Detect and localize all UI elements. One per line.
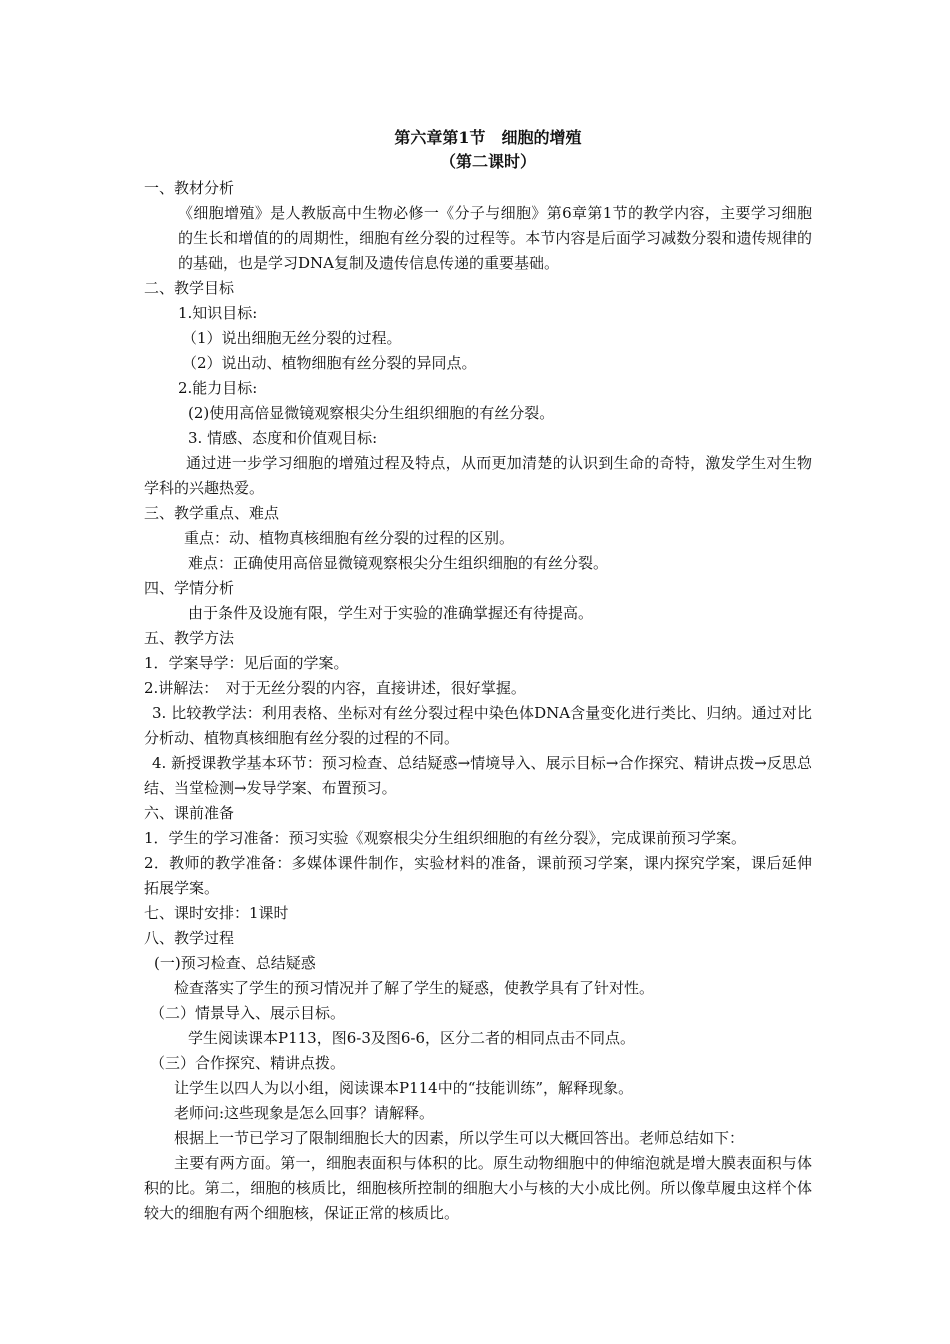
section-heading-4: 四、学情分析 [144,579,235,597]
method-3: 3. 比较教学法：利用表格、坐标对有丝分裂过程中染色体DNA含量变化进行类比、归纳。通过对比分析动、植物真核细胞有丝分裂的过程的不同。 [144,704,812,747]
section-heading-1: 一、教材分析 [144,179,235,197]
key-point: 重点：动、植物真核细胞有丝分裂的过程的区别。 [184,529,515,547]
ability-goal-title: 2.能力目标: [178,379,258,397]
difficult-point: 难点：正确使用高倍显微镜观察根尖分生组织细胞的有丝分裂。 [188,554,609,572]
process-step-3-text-4: 主要有两方面。第一，细胞表面积与体积的比。原生动物细胞中的伸缩泡就是增大膜表面积与体积的比。第二，细胞的核质比，细胞核所控制的细胞大小与核的大小成比例。所以像草履虫这样个体较大的细胞有两个细胞核，保证正常的核质比。 [144,1154,812,1222]
section-1-paragraph: 《细胞增殖》是人教版高中生物必修一《分子与细胞》第6章第1节的教学内容，主要学习细胞的生长和增值的的周期性，细胞有丝分裂的过程等。本节内容是后面学习减数分裂和遗传规律的的基础，也是学习DNA复制及遗传信息传递的重要基础。 [178,204,812,272]
prep-teacher: 2．教师的教学准备：多媒体课件制作，实验材料的准备，课前预习学案，课内探究学案，课后延伸拓展学案。 [144,854,812,897]
section-heading-5: 五、教学方法 [144,629,235,647]
emotion-goal-paragraph: 通过进一步学习细胞的增殖过程及特点，从而更加清楚的认识到生命的奇特，激发学生对生物学科的兴趣热爱。 [144,454,812,497]
process-step-3-heading: （三）合作探究、精讲点拨。 [150,1054,346,1072]
method-2: 2.讲解法： 对于无丝分裂的内容，直接讲述，很好掌握。 [144,679,526,697]
process-step-2-text: 学生阅读课本P113，图6-3及图6-6，区分二者的相同点击不同点。 [188,1029,636,1047]
knowledge-goal-1: （1）说出细胞无丝分裂的过程。 [182,329,402,347]
section-heading-6: 六、课前准备 [144,804,235,822]
knowledge-goal-2: （2）说出动、植物细胞有丝分裂的异同点。 [182,354,477,372]
method-1: 1．学案导学：见后面的学案。 [144,654,349,672]
emotion-goal-title: 3. 情感、态度和价值观目标: [188,429,378,447]
doc-title: 第六章第1节 细胞的增殖 [394,128,582,147]
process-step-3-text-3: 根据上一节已学习了限制细胞长大的因素，所以学生可以大概回答出。老师总结如下： [174,1129,745,1147]
section-heading-2: 二、教学目标 [144,279,235,297]
section-4-paragraph: 由于条件及设施有限，学生对于实验的准确掌握还有待提高。 [188,604,594,622]
prep-student: 1．学生的学习准备：预习实验《观察根尖分生组织细胞的有丝分裂》，完成课前预习学案。 [144,829,747,847]
method-4: 4. 新授课教学基本环节：预习检查、总结疑惑→情境导入、展示目标→合作探究、精讲点拨→反思总结、当堂检测→发导学案、布置预习。 [144,754,812,797]
section-heading-3: 三、教学重点、难点 [144,504,280,522]
process-step-3-text-1: 让学生以四人为以小组，阅读课本P114中的“技能训练”，解释现象。 [174,1079,634,1097]
document-page [144,126,812,1226]
process-step-1-text: 检查落实了学生的预习情况并了解了学生的疑惑，使教学具有了针对性。 [174,979,655,997]
process-step-3-text-2: 老师问:这些现象是怎么回事？请解释。 [174,1104,435,1122]
process-step-1-heading: (一)预习检查、总结疑惑 [154,954,316,972]
process-step-2-heading: （二）情景导入、展示目标。 [150,1004,346,1022]
section-heading-7: 七、课时安排：1课时 [144,904,289,922]
knowledge-goal-title: 1.知识目标: [178,304,258,322]
section-heading-8: 八、教学过程 [144,929,235,947]
ability-goal-1: (2)使用高倍显微镜观察根尖分生组织细胞的有丝分裂。 [188,404,555,422]
doc-subtitle: （第二课时） [439,152,536,171]
